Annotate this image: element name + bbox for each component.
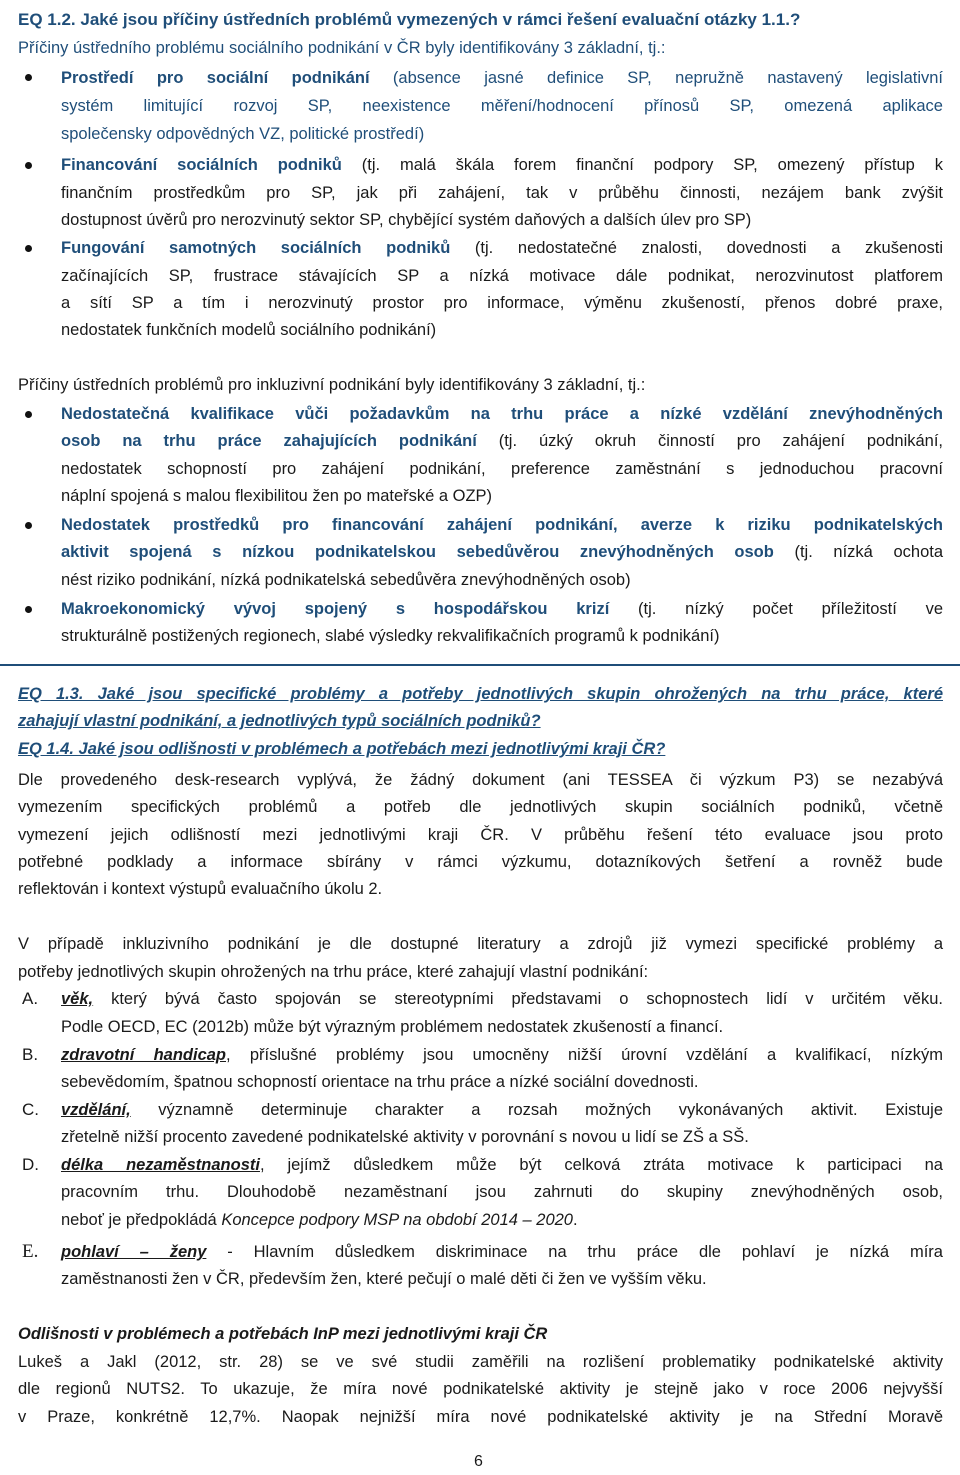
group-text: zřetelně nižší procento zavedené podnikatelské aktivity v porovnání s novou u lidí se ZŠ a SŠ.	[61, 1128, 749, 1146]
bullet-icon	[25, 245, 32, 252]
section-divider	[0, 664, 960, 666]
inp-bullet-qualification: Nedostatečná kvalifikace vůči požadavkům na trhu práce a nízké vzdělání znevýhodněných	[61, 405, 943, 423]
paragraph-line: vymezení jejich odlišností mezi jednotlivými kraji ČR. V průběhu řešení této evaluace jsou proto	[18, 826, 943, 844]
list-letter: A.	[22, 989, 39, 1008]
sp-bullet-text: nedostatek funkčních modelů sociálního podnikání)	[61, 321, 437, 339]
group-text: sebevědomím, špatnou schopností orientace na trhu práce a nízké sociální dovednosti.	[61, 1073, 699, 1091]
sp-bullet-functioning: Fungování samotných sociálních podniků (tj. nedostatečné znalosti, dovednosti a zkušenosti	[61, 239, 944, 257]
group-text: pracovním trhu. Dlouhodobě nezaměstnaní jsou zahrnuti do skupiny znevýhodněných osob,	[61, 1183, 943, 1201]
group-health: zdravotní handicap, příslušné problémy jsou umocněny nižší úrovní vzdělání a kvalifikací, nízkým	[61, 1046, 943, 1064]
heading-eq-1-3-cont: zahajují vlastní podnikání, a jednotlivých typů sociálních podniků?	[18, 712, 541, 730]
paragraph-line: Lukeš a Jakl (2012, str. 28) se ve své studii zaměřili na rozlišení problematiky podnikatelské aktivity	[18, 1353, 943, 1371]
sp-bullet-text: systém limitující rozvoj SP, neexistence měření/hodnocení přínosů SP, omezená aplikace	[61, 97, 943, 115]
inp-bullet-text: náplní spojená s malou flexibilitou žen po mateřské a OZP)	[61, 487, 493, 505]
group-unemployment: délka nezaměstnanosti, jejímž důsledkem může být celková ztráta motivace k participaci na	[61, 1156, 943, 1174]
sp-bullet-text: dostupnost úvěrů pro nerozvinutý sektor SP, chybějící systém daňových a dalších úlev pro SP)	[61, 211, 752, 229]
inp-bullet-macroeconomic: Makroekonomický vývoj spojený s hospodářskou krizí (tj. nízký počet příležitostí ve	[61, 600, 943, 618]
bullet-icon	[25, 522, 32, 529]
sp-bullet-environment: Prostředí pro sociální podnikání (absence jasné definice SP, nepružně nastavený legislativní	[61, 69, 944, 87]
paragraph-line: Dle provedeného desk-research vyplývá, že žádný dokument (ani TESSEA či výzkum P3) se nezabývá	[18, 771, 943, 789]
paragraph-line: v Praze, konkrétně 12,7%. Naopak nejnižší míra nové podnikatelské aktivity je na Střední Moravě	[18, 1408, 943, 1426]
page-number: 6	[474, 1453, 483, 1470]
inp-bullet-text: nést riziko podnikání, nízká podnikatelská sebedůvěra znevýhodněných osob)	[61, 571, 631, 589]
regions-heading: Odlišnosti v problémech a potřebách InP mezi jednotlivými kraji ČR	[18, 1325, 548, 1343]
heading-eq-1-4: EQ 1.4. Jaké jsou odlišnosti v problémech a potřebách mezi jednotlivými kraji ČR?	[18, 740, 666, 758]
inp-bullet-text: aktivit spojená s nízkou podnikatelskou sebedůvěrou znevýhodněných osob (tj. nízká ochota	[61, 543, 944, 561]
group-text: neboť je předpokládá Koncepce podpory MSP na období 2014 – 2020.	[61, 1211, 578, 1229]
paragraph-line: potřebné podklady a informace sbírány v rámci výzkumu, dotazníkových šetření a rovněž bude	[18, 853, 943, 871]
group-text: zaměstnanosti žen v ČR, především žen, které pečují o malé děti či žen ve vyšším věku.	[61, 1270, 707, 1288]
paragraph-line: dle regionů NUTS2. To ukazuje, že míra nové podnikatelské aktivity je stejně jako v roce 2006 nejvyšší	[18, 1380, 943, 1398]
inp-bullet-text: strukturálně postižených regionech, slabé výsledky rekvalifikačních programů k podnikání)	[61, 627, 720, 645]
list-letter: D.	[22, 1155, 39, 1174]
sp-bullet-text: finančním prostředkům pro SP, jak při zahájení, tak v průběhu činnosti, nezájem bank zvýšit	[61, 184, 943, 202]
group-education: vzdělání, významně determinuje charakter a rozsah možných vykonávaných aktivit. Existuje	[61, 1101, 943, 1119]
paragraph-line: V případě inkluzivního podnikání je dle dostupné literatury a zdrojů již vymezi specifické problémy a	[18, 935, 943, 953]
list-letter: E.	[22, 1241, 39, 1262]
sp-intro: Příčiny ústředního problému sociálního podnikání v ČR byly identifikovány 3 základní, tj.:	[18, 39, 666, 57]
inp-bullet-financing: Nedostatek prostředků pro financování zahájení podnikání, averze k riziku podnikatelských	[61, 516, 943, 534]
bullet-icon	[25, 411, 32, 418]
group-gender: pohlaví – ženy - Hlavním důsledkem diskriminace na trhu práce dle pohlaví je nízká míra	[61, 1243, 943, 1261]
sp-bullet-text: společensky odpovědných VZ, politické prostředí)	[61, 125, 425, 143]
list-letter: C.	[22, 1100, 39, 1119]
group-age: věk, který bývá často spojován se stereotypními představami o schopnostech lidí v určitém věku.	[61, 990, 943, 1008]
paragraph-line: vymezením specifických problémů a potřeb dle jednotlivých skupin sociálních podniků, včetně	[18, 798, 943, 816]
inp-bullet-text: nedostatek schopností pro zahájení podnikání, preference zaměstnání s jednoduchou pracovní	[61, 460, 943, 478]
heading-eq-1-3: EQ 1.3. Jaké jsou specifické problémy a potřeby jednotlivých skupin ohrožených na trhu práce, které	[18, 685, 943, 703]
inp-bullet-text: osob na trhu práce zahajujících podnikání (tj. úzký okruh činností pro zahájení podnikání,	[61, 432, 944, 450]
bullet-icon	[25, 606, 32, 613]
sp-bullet-text: začínajících SP, frustrace stávajících SP a nízká motivace dále podnikat, nerozvinutost platforem	[61, 267, 943, 285]
paragraph-line: potřeby jednotlivých skupin ohrožených na trhu práce, které zahajují vlastní podnikání:	[18, 963, 649, 981]
bullet-icon	[25, 162, 32, 169]
paragraph-line: reflektován i kontext výstupů evaluačního úkolu 2.	[18, 880, 383, 898]
bullet-icon	[25, 74, 32, 81]
list-letter: B.	[22, 1045, 39, 1064]
sp-bullet-text: a sítí SP a tím i nerozvinutý prostor pro informace, výměnu zkušeností, přenos dobré praxe,	[61, 294, 943, 312]
heading-eq-1-2: EQ 1.2. Jaké jsou příčiny ústředních problémů vymezených v rámci řešení evaluační otázky 1.1.?	[18, 10, 801, 29]
group-text: Podle OECD, EC (2012b) může být výrazným problémem nedostatek zkušeností a financí.	[61, 1018, 724, 1036]
inp-intro: Příčiny ústředních problémů pro inkluzivní podnikání byly identifikovány 3 základní, tj.:	[18, 376, 646, 394]
sp-bullet-financing: Financování sociálních podniků (tj. malá škála forem finanční podpory SP, omezený přístup k	[61, 156, 943, 174]
